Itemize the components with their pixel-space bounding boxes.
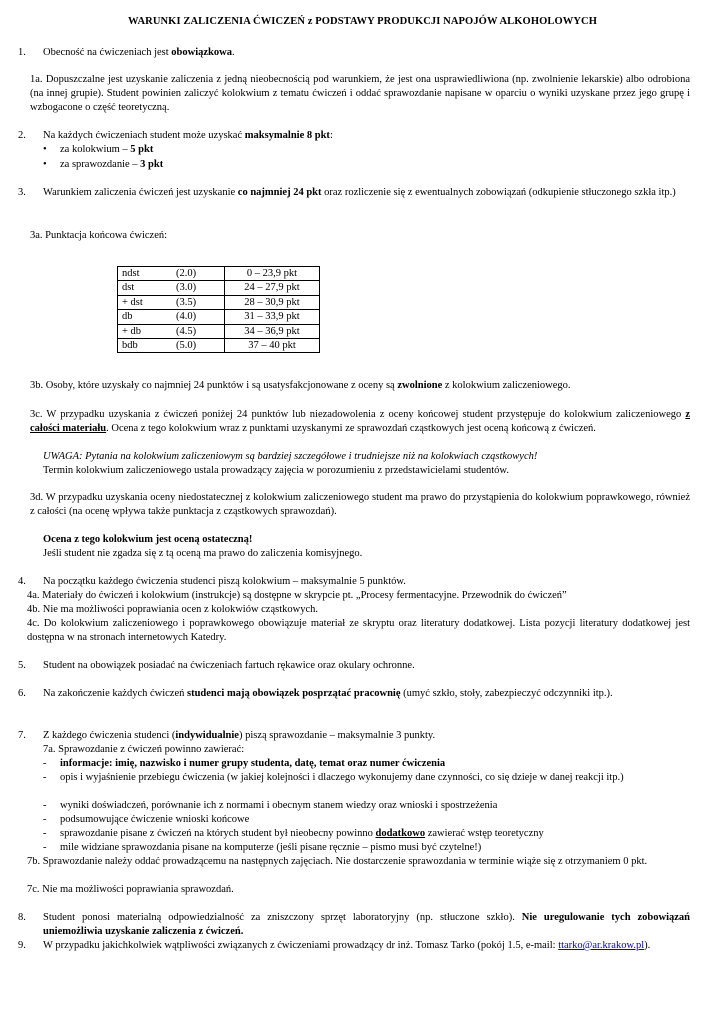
bullet-icon: • <box>43 144 47 155</box>
grade-label: bdb <box>118 339 167 353</box>
item-8-number: 8. <box>18 912 26 923</box>
item-2-bullet-kolokwium: za kolokwium – 5 pkt <box>60 144 154 155</box>
item-7a-list-2: opis i wyjaśnienie przebiegu ćwiczenia (w jakiej kolejności i dlaczego wykonujemy dane czynności, co się dzieje w danej reakcji itp.) <box>60 772 624 783</box>
item-7-number: 7. <box>18 730 26 741</box>
grade-value: (4.0) <box>166 310 225 324</box>
item-7b-text: 7b. Sprawozdanie należy oddać prowadzącemu na następnych zajęciach. Nie dostarczenie sprawozdania w terminie wiąże się z otrzymaniem 0 pkt. <box>27 856 648 867</box>
item-4-text: Na początku każdego ćwiczenia studenci piszą kolokwium – maksymalnie 5 punktów. <box>43 576 406 587</box>
item-3-number: 3. <box>18 187 26 198</box>
item-4-number: 4. <box>18 576 26 587</box>
grade-value: (4.5) <box>166 324 225 338</box>
document-title: WARUNKI ZALICZENIA ĆWICZEŃ z PODSTAWY PRODUKCJI NAPOJÓW ALKOHOLOWYCH <box>128 16 597 27</box>
dash-icon: - <box>43 828 47 839</box>
dash-icon: - <box>43 758 47 769</box>
grade-label: + dst <box>118 295 167 309</box>
item-7a-intro: 7a. Sprawozdanie z ćwiczeń powinno zawierać: <box>43 744 245 755</box>
item-7a-list-6: mile widziane sprawozdania pisane na komputerze (jeśli pisane ręcznie – pismo musi być czytelne!) <box>60 842 482 853</box>
item-6-number: 6. <box>18 688 26 699</box>
email-link[interactable]: ttarko@ar.krakow.pl <box>558 940 645 951</box>
grade-label: + db <box>118 324 167 338</box>
item-3b-text: 3b. Osoby, które uzyskały co najmniej 24 punktów i są usatysfakcjonowane z oceny są zwolnione z kolokwium zaliczeniowego. <box>30 380 571 391</box>
grades-row <box>118 339 320 353</box>
item-1-text: Obecność na ćwiczeniach jest obowiązkowa. <box>43 47 235 58</box>
item-4c-text: 4c. Do kolokwium zaliczeniowego i poprawkowego obowiązuje materiał ze skryptu oraz literatury dodatkowej. Lista pozycji literatury dodatkowej jest dostępna w na stronach internetowych Katedry. <box>27 618 690 644</box>
grade-label: ndst <box>118 267 167 281</box>
grade-range: 0 – 23,9 pkt <box>225 267 320 281</box>
item-7a-list-3: wyniki doświadczeń, porównanie ich z normami i obecnym stanem wiedzy oraz wnioski i spostrzeżenia <box>60 800 498 811</box>
item-5-number: 5. <box>18 660 26 671</box>
dash-icon: - <box>43 772 47 783</box>
grades-row <box>118 295 320 309</box>
item-3c-text: 3c. W przypadku uzyskania z ćwiczeń poniżej 24 punktów lub niezadowolenia z oceny końcowej student przystępuje do kolokwium zaliczeniowego z całości materiału. Ocena z tego kolokwium wraz z punktami uzyskanymi ze sprawozdań cząstkowych jest oceną końcową z ćwiczeń. <box>30 409 690 435</box>
item-2-text: Na każdych ćwiczeniach student może uzyskać maksymalnie 8 pkt: <box>43 130 333 141</box>
grade-range: 28 – 30,9 pkt <box>225 295 320 309</box>
grade-label: dst <box>118 281 167 295</box>
item-3c-warning: UWAGA: Pytania na kolokwium zaliczeniowym są bardziej szczegółowe i trudniejsze niż na kolokwiach cząstkowych! <box>43 451 538 462</box>
grade-range: 37 – 40 pkt <box>225 339 320 353</box>
item-6-text: Na zakończenie każdych ćwiczeń studenci mają obowiązek posprzątać pracownię (umyć szkło, stoły, zabezpieczyć odczynniki itp.). <box>43 688 613 699</box>
item-7a-list-5: sprawozdanie pisane z ćwiczeń na których student był nieobecny powinno dodatkowo zawierać wstęp teoretyczny <box>60 828 544 839</box>
item-8-text: Student ponosi materialną odpowiedzialność za zniszczony sprzęt laboratoryjny (np. stłuczone szkło). Nie uregulowanie tych zobowiązań uniemożliwia uzyskanie zaliczenia z ćwiczeń. <box>43 912 691 938</box>
item-3c-term: Termin kolokwium zaliczeniowego ustala prowadzący zajęcia w porozumieniu z przedstawicielami studentów. <box>43 465 509 476</box>
dash-icon: - <box>43 842 47 853</box>
grades-row <box>118 281 320 295</box>
item-5-text: Student na obowiązek posiadać na ćwiczeniach fartuch rękawice oraz okulary ochronne. <box>43 660 415 671</box>
item-7c-text: 7c. Nie ma możliwości poprawiania sprawozdań. <box>27 884 234 895</box>
bullet-icon: • <box>43 159 47 170</box>
grade-value: (3.0) <box>166 281 225 295</box>
item-7a-list-4: podsumowujące ćwiczenie wnioski końcowe <box>60 814 250 825</box>
grade-value: (2.0) <box>166 267 225 281</box>
item-9-number: 9. <box>18 940 26 951</box>
item-2-bullet-sprawozdanie: za sprawozdanie – 3 pkt <box>60 159 164 170</box>
grade-value: (5.0) <box>166 339 225 353</box>
item-4b-text: 4b. Nie ma możliwości poprawiania ocen z kolokwiów cząstkowych. <box>27 604 319 615</box>
item-1a-text: 1a. Dopuszczalne jest uzyskanie zaliczenia z jedną nieobecnością pod warunkiem, że jest ona usprawiedliwiona (np. zwolnienie lekarskie) albo odrobiona (na innej grupie). Student powinien zaliczyć kolokwium z tematu ćwiczeń i oddać sprawozdanie napisane w oparciu o wyniki uzyskane przez jego grupę i wzbogacone o część teoretyczną. <box>30 74 691 114</box>
item-2-number: 2. <box>18 130 26 141</box>
grades-table <box>117 266 320 353</box>
item-7-text: Z każdego ćwiczenia studenci (indywidualnie) piszą sprawozdanie – maksymalnie 3 punkty. <box>43 730 436 741</box>
grade-value: (3.5) <box>166 295 225 309</box>
grades-row <box>118 267 320 281</box>
item-7a-list-1: informacje: imię, nazwisko i numer grupy studenta, datę, temat oraz numer ćwiczenia <box>60 758 446 769</box>
item-1-number: 1. <box>18 47 26 58</box>
dash-icon: - <box>43 814 47 825</box>
item-3d-final-note: Ocena z tego kolokwium jest oceną ostateczną! <box>43 534 253 545</box>
item-9-text: W przypadku jakichkolwiek wątpliwości związanych z ćwiczeniami prowadzący dr inż. Tomasz Tarko (pokój 1.5, e-mail: ttarko@ar.krakow.pl). <box>43 940 651 951</box>
dash-icon: - <box>43 800 47 811</box>
grades-row <box>118 324 320 338</box>
item-3a-text: 3a. Punktacja końcowa ćwiczeń: <box>30 230 168 241</box>
item-3-text: Warunkiem zaliczenia ćwiczeń jest uzyskanie co najmniej 24 pkt oraz rozliczenie się z ewentualnych zobowiązań (odkupienie stłuczonego szkła itp.) <box>43 187 676 198</box>
item-4a-text: 4a. Materiały do ćwiczeń i kolokwium (instrukcje) są dostępne w skrypcie pt. „Procesy fermentacyjne. Przewodnik do ćwiczeń” <box>27 590 567 601</box>
grade-range: 24 – 27,9 pkt <box>225 281 320 295</box>
item-3d-commission-note: Jeśli student nie zgadza się z tą oceną ma prawo do zaliczenia komisyjnego. <box>43 548 363 559</box>
grade-range: 31 – 33,9 pkt <box>225 310 320 324</box>
grade-label: db <box>118 310 167 324</box>
item-3d-text: 3d. W przypadku uzyskania oceny niedostatecznej z kolokwium zaliczeniowego student ma prawo do przystąpienia do kolokwium poprawkowego, również z całości (na ocenę wpływa także punktacja z cząstkowych sprawozdań). <box>30 492 690 518</box>
grades-row <box>118 310 320 324</box>
grade-range: 34 – 36,9 pkt <box>225 324 320 338</box>
